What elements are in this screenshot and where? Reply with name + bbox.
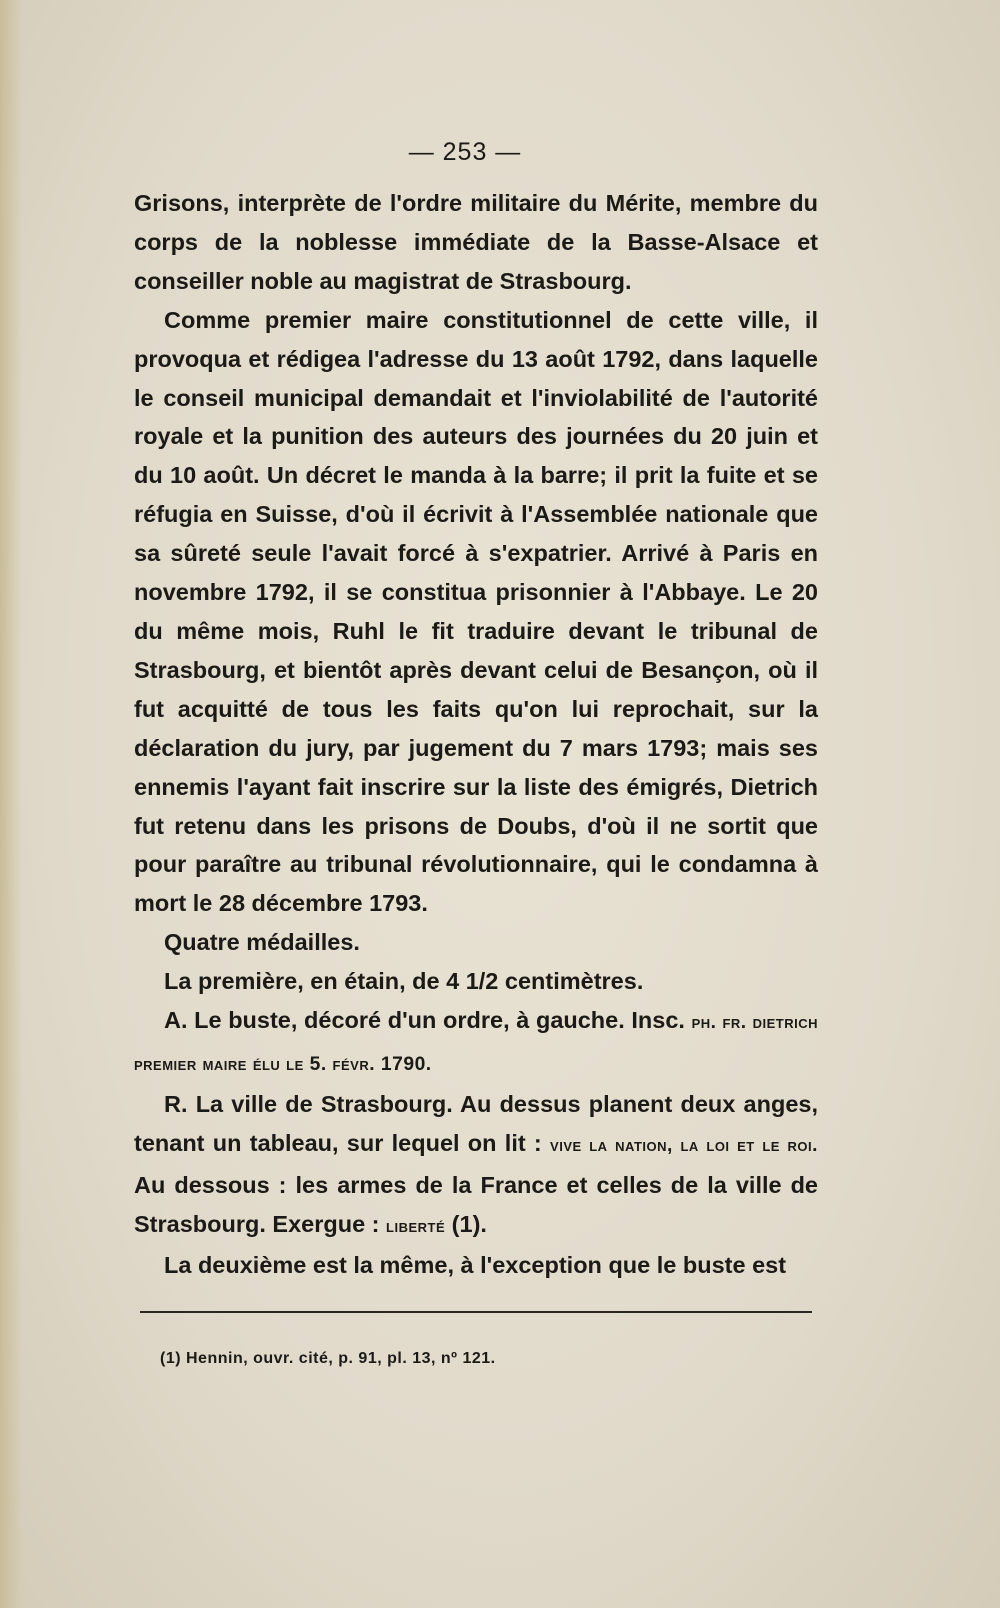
footnote-reference: (1). — [445, 1210, 487, 1237]
paragraph-4: La première, en étain, de 4 1/2 centimètres. — [164, 968, 644, 995]
page-edge-shadow — [0, 0, 22, 1608]
last-paragraph: La deuxième est la même, à l'exception que le buste est — [164, 1252, 787, 1279]
footnote: (1) Hennin, ouvr. cité, p. 91, pl. 13, nº 121. — [160, 1350, 496, 1367]
reverse-legend: vive la nation, la loi et le roi. — [550, 1134, 818, 1156]
paragraph-3: Quatre médailles. — [164, 929, 360, 956]
page-number: — 253 — — [408, 138, 522, 166]
paragraph-1: Grisons, interprète de l'ordre militaire du Mérite, membre du corps de la noblesse immédiate de la Basse-Alsace et conseiller noble au magistrat de Strasbourg. — [134, 190, 818, 294]
obverse-inscription: ph. fr. dietrich premier maire élu le 5. févr. 1790. — [134, 1012, 818, 1075]
obverse-paragraph — [134, 1001, 818, 1085]
reverse-paragraph — [134, 1085, 818, 1247]
paragraph-2: Comme premier maire constitutionnel de cette ville, il provoqua et rédigea l'adresse du 13 août 1792, dans laquelle le conseil municipal demandait et l'inviolabilité de l'autorité royale et la punition des auteurs des journées du 20 juin et du 10 août. Un décret le manda à la barre; il prit la fuite et se réfugia en Suisse, d'où il écrivit à l'Assemblée nationale que sa sûreté seule l'avait forcé à s'expatrier. Arrivé à Paris en novembre 1792, il se constitua prisonnier à l'Abbaye. Le 20 du même mois, Ruhl le fit traduire devant le tribunal de Strasbourg, et bientôt après devant celui de Besançon, où il fut acquitté de tous les faits qu'on lui reprochait, sur la déclaration du jury, par jugement du 7 mars 1793; mais ses ennemis l'ayant fait inscrire sur la liste des émigrés, Dietrich fut retenu dans les prisons de Doubs, d'où il ne sortit que pour paraître au tribunal révolutionnaire, qui le condamna à mort le 28 décembre 1793. — [134, 306, 818, 917]
reverse-exergue: liberté — [386, 1215, 446, 1237]
reverse-lead: R. La ville de Strasbourg. Au dessus planent deux anges, tenant un tableau, sur lequel on lit : — [134, 1090, 818, 1156]
body-text — [134, 184, 818, 1285]
obverse-lead: A. Le buste, décoré d'un ordre, à gauche. Insc. — [164, 1007, 692, 1034]
reverse-middle: Au dessous : les armes de la France et celles de la ville de Strasbourg. Exergue : — [134, 1171, 818, 1237]
footnote-rule — [140, 1311, 812, 1313]
